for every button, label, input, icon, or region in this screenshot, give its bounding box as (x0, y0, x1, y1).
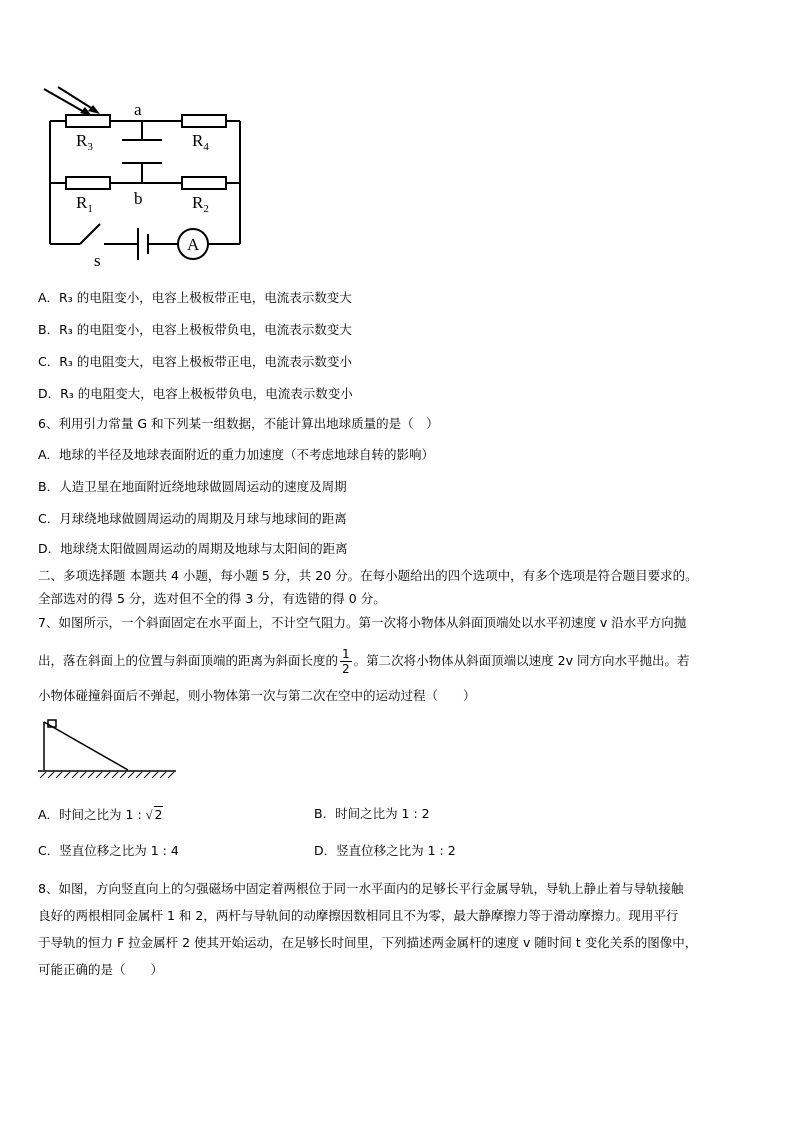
q5-option-d: D．R₃ 的电阻变大，电容上极板带负电，电流表示数变小 (38, 386, 353, 401)
label-r3: R (76, 131, 88, 150)
switch (80, 224, 100, 244)
q6-option-b: B．人造卫星在地面附近绕地球做圆周运动的速度及周期 (38, 479, 347, 494)
q6-option-c: C．月球绕地球做圆周运动的周期及月球与地球间的距离 (38, 511, 347, 526)
resistor-r2 (182, 177, 226, 189)
section2-line2: 全部选对的得 5 分，选对但不全的得 3 分，有选错的得 0 分。 (38, 591, 386, 606)
label-a: a (134, 100, 142, 119)
q8-line4: 可能正确的是（ ） (38, 962, 164, 977)
circuit-diagram (36, 84, 246, 269)
label-b: b (134, 189, 143, 208)
label-switch: s (94, 251, 101, 269)
q8-line3: 于导轨的恒力 F 拉金属杆 2 使其开始运动，在足够长时间里，下列描述两金属杆的速度 v 随时间 t 变化关系的图像中， (38, 935, 698, 950)
q7-option-a: A．时间之比为 1 : √ 2 (38, 807, 163, 822)
q7-option-d: D．竖直位移之比为 1 : 2 (314, 843, 456, 858)
label-r1: R (76, 193, 88, 212)
label-ammeter: A (187, 235, 200, 254)
resistor-r3 (66, 115, 110, 127)
svg-text:R2: $R_2$ (192, 193, 209, 215)
q6-option-a: A．地球的半径及地球表面附近的重力加速度（不考虑地球自转的影响） (38, 447, 435, 462)
incline-diagram (36, 716, 181, 778)
q5-option-c: C．R₃ 的电阻变大，电容上极板带正电，电流表示数变小 (38, 354, 352, 369)
section2-line1: 二、多项选择题 本题共 4 小题，每小题 5 分，共 20 分。在每小题给出的四个选项中，有多个选项是符合题目要求的。 (38, 568, 698, 583)
fraction-one-half: $\frac{1}{2}$ (342, 647, 350, 676)
q7-line2 (38, 644, 764, 678)
label-r4: R (192, 131, 204, 150)
q7-option-c: C．竖直位移之比为 1 : 4 (38, 843, 179, 858)
resistor-r4 (182, 115, 226, 127)
q5-option-b: B．R₃ 的电阻变小，电容上极板带负电，电流表示数变大 (38, 322, 352, 337)
svg-text:R4: $R_4$ (192, 131, 209, 153)
label-r2: R (192, 193, 204, 212)
q7-line3: 小物体碰撞斜面后不弹起，则小物体第一次与第二次在空中的运动过程（ ） (38, 688, 476, 703)
q7-line2-start: 出，落在斜面上的位置与斜面顶端的距离为斜面长度的 (38, 653, 339, 668)
resistor-r1 (66, 177, 110, 189)
q5-option-a: A．R₃ 的电阻变小，电容上极板带正电，电流表示数变大 (38, 290, 352, 305)
q7-line2-end: 。第二次将小物体从斜面顶端以速度 2v 同方向水平抛出。若 (353, 653, 690, 668)
q8-line1: 8、如图，方向竖直向上的匀强磁场中固定着两根位于同一水平面内的足够长平行金属导轨，导轨上静止着与导轨接触 (38, 881, 684, 896)
svg-text:R3: $R_3$ (76, 131, 93, 153)
q7-option-b: B．时间之比为 1 : 2 (314, 806, 430, 821)
q7-line1: 7、如图所示，一个斜面固定在水平面上，不计空气阻力。第一次将小物体从斜面顶端处以水平初速度 v 沿水平方向抛 (38, 615, 687, 630)
q6-stem: 6、利用引力常量 G 和下列某一组数据，不能计算出地球质量的是（ ） (38, 416, 439, 431)
q8-line2: 良好的两根相同金属杆 1 和 2，两杆与导轨间的动摩擦因数相同且不为零，最大静摩擦力等于滑动摩擦力。现用平行 (38, 908, 679, 923)
svg-text:R1: $R_1$ (76, 193, 93, 215)
q6-option-d: D．地球绕太阳做圆周运动的周期及地球与太阳间的距离 (38, 541, 348, 556)
